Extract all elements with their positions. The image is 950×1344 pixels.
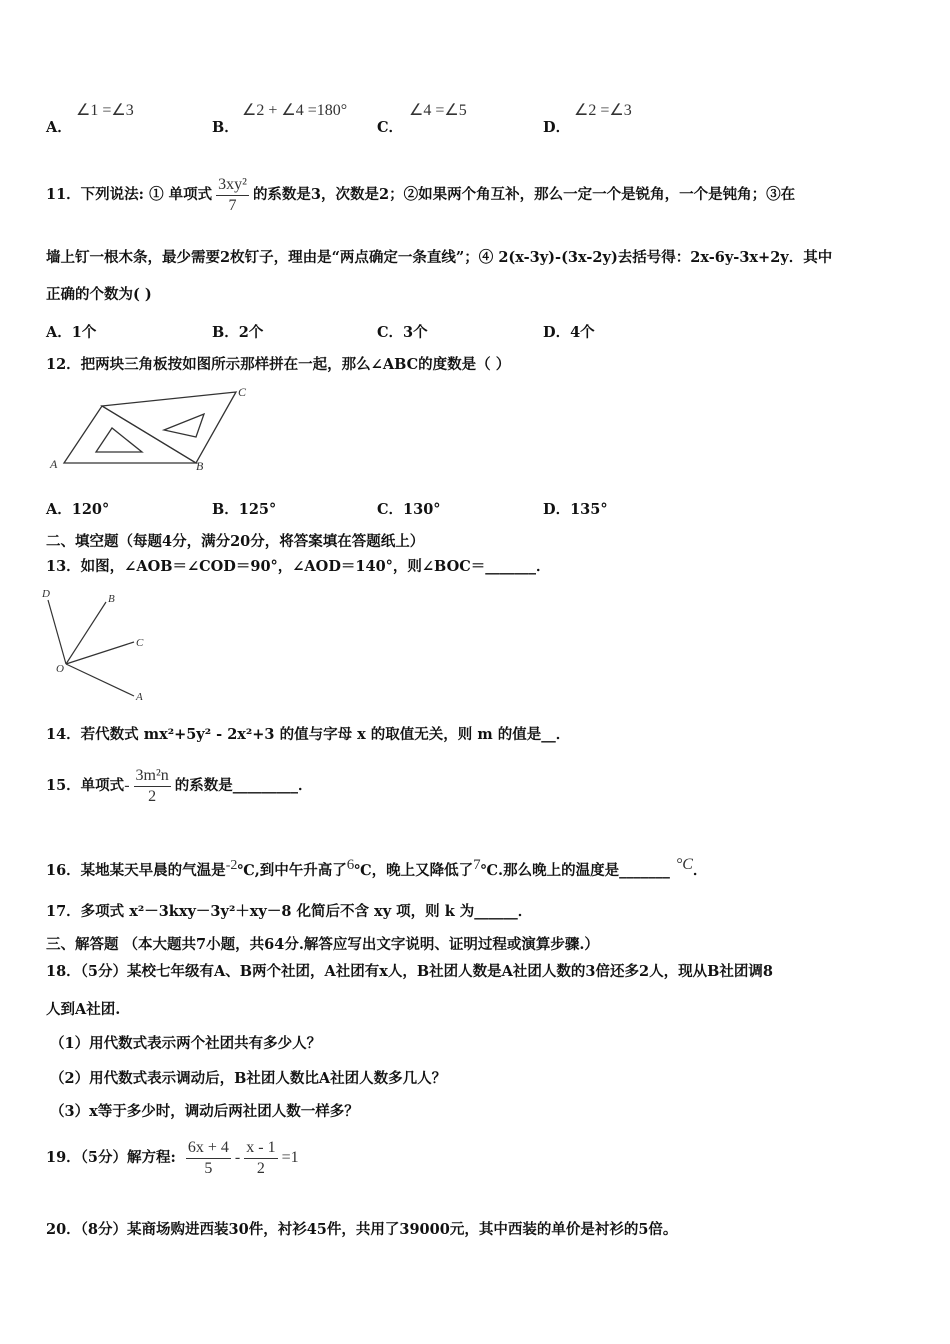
q11-option-b: B．2个	[212, 324, 264, 341]
q10-option-c-expr: ∠4 =∠5	[409, 102, 467, 119]
ray-oa	[66, 664, 134, 696]
ray-oc	[66, 642, 134, 664]
q16-rise-value: 6	[346, 857, 355, 873]
frac-numerator: 6x + 4	[186, 1138, 231, 1159]
q18-line1: 18．（5分）某校七年级有A、B两个社团，A社团有x人，B社团人数是A社团人数的3倍还多2人，现从B社团调8	[46, 963, 773, 980]
q16-part1: 16．某地某天早晨的气温是	[46, 861, 226, 879]
triangle-ruler-right-hole	[164, 414, 204, 437]
q19-fraction-2	[244, 1138, 277, 1179]
q18-sub3: （3）x等于多少时，调动后两社团人数一样多？	[50, 1103, 359, 1120]
q18-sub1: （1）用代数式表示两个社团共有多少人？	[50, 1035, 322, 1052]
triangle-rulers-figure	[46, 384, 256, 474]
ray-ob	[66, 602, 106, 664]
q11-fraction	[216, 175, 249, 216]
frac-numerator: x - 1	[244, 1138, 277, 1159]
q19-prefix: 19．（5分）解方程:	[46, 1149, 176, 1166]
q11-option-d: D．4个	[543, 324, 595, 341]
q10-option-c	[377, 116, 403, 137]
q18-sub2: （2）用代数式表示调动后，B社团人数比A社团人数多几人？	[50, 1070, 447, 1087]
q16-drop-value: 7	[473, 857, 481, 873]
q20-text: 20．（8分）某商场购进西装30件，衬衫45件，共用了39000元，其中西装的单价是衬衫的5倍。	[46, 1221, 678, 1238]
q16-part2: ℃,到中午升高了	[237, 861, 347, 879]
q17-text: 17．多项式 x²－3kxy－3y²＋xy－8 化简后不含 xy 项，则 k 为______．	[46, 903, 533, 920]
minus-sign: -	[124, 777, 130, 794]
q19-line	[46, 1136, 299, 1180]
label-a: A	[50, 457, 58, 471]
q11-suffix: 的系数是3，次数是2；②如果两个角互补，那么一定一个是锐角，一个是钝角；③在	[252, 186, 796, 203]
q12-option-b: B．125°	[212, 501, 277, 518]
option-label: C．	[377, 119, 404, 136]
q11-option-c: C．3个	[377, 324, 428, 341]
label-b: B	[196, 459, 204, 473]
q15-fraction	[134, 766, 171, 807]
label-a: A	[136, 691, 143, 703]
celsius-unit: °C	[675, 856, 693, 873]
label-c: C	[136, 637, 144, 649]
frac-denominator: 7	[228, 196, 237, 214]
q10-option-b	[212, 116, 239, 137]
option-label: A．	[46, 119, 72, 136]
section2-heading: 二、填空题（每题4分，满分20分，将答案填在答题纸上）	[46, 533, 425, 550]
option-label: B．	[212, 119, 239, 136]
section3-heading: 三、解答题 （本大题共7小题，共64分.解答应写出文字说明、证明过程或演算步骤.）	[46, 936, 599, 953]
q10-option-d	[543, 116, 570, 137]
q15-suffix: 的系数是_________．	[174, 777, 313, 794]
q16-morning-temp: -2	[225, 858, 238, 873]
q16-end: ．	[692, 861, 708, 879]
q10-option-a-expr: ∠1 =∠3	[76, 102, 134, 119]
frac-numerator: 3xy²	[216, 175, 249, 196]
q19-fraction-1	[186, 1138, 231, 1179]
q16-part3: ℃，晚上又降低了	[354, 861, 474, 879]
q10-option-b-expr: ∠2 + ∠4 =180°	[242, 102, 348, 119]
q18-line2: 人到A社团.	[46, 1001, 121, 1018]
equation-rhs: =1	[281, 1149, 299, 1166]
minus-sign: -	[234, 1149, 241, 1166]
frac-denominator: 5	[204, 1159, 213, 1177]
q10-option-d-expr: ∠2 =∠3	[574, 102, 632, 119]
frac-denominator: 2	[256, 1159, 265, 1177]
q12-option-d: D．135°	[543, 501, 608, 518]
q15-prefix: 15．单项式	[46, 777, 125, 794]
option-label: D．	[543, 119, 571, 136]
q16-line	[46, 850, 707, 886]
ray-od	[48, 600, 66, 664]
q11-line1	[46, 170, 795, 220]
q14-text: 14．若代数式 mx²+5y² - 2x²+3 的值与字母 x 的取值无关，则 m 的值是__．	[46, 726, 571, 743]
triangle-ruler-left	[64, 406, 196, 463]
label-b: B	[108, 593, 115, 605]
q12-option-c: C．130°	[377, 501, 441, 518]
q10-option-a	[46, 116, 72, 137]
q11-line2: 墙上钉一根木条，最少需要2枚钉子，理由是“两点确定一条直线”；④ 2(x-3y)-(3x-2y)去括号得：2x-6y-3x+2y．其中	[46, 249, 833, 266]
label-o: O	[56, 663, 64, 675]
label-d: D	[42, 588, 50, 600]
q11-option-a: A．1个	[46, 324, 97, 341]
q12-text: 12．把两块三角板按如图所示那样拼在一起，那么∠ABC的度数是（ ）	[46, 356, 511, 373]
q12-option-a: A．120°	[46, 501, 110, 518]
frac-denominator: 2	[148, 787, 157, 805]
q11-line3: 正确的个数为( )	[46, 286, 152, 303]
q11-prefix: 11．下列说法: ① 单项式	[46, 186, 213, 203]
label-c: C	[238, 385, 247, 399]
triangle-ruler-left-hole	[96, 428, 142, 452]
q15-line	[46, 762, 313, 810]
frac-numerator: 3m²n	[134, 766, 171, 787]
q13-text: 13．如图，∠AOB＝∠COD＝90°，∠AOD＝140°，则∠BOC＝_______．	[46, 558, 551, 575]
angle-figure	[40, 586, 160, 706]
q16-part4: ℃.那么晚上的温度是_______	[480, 861, 670, 879]
